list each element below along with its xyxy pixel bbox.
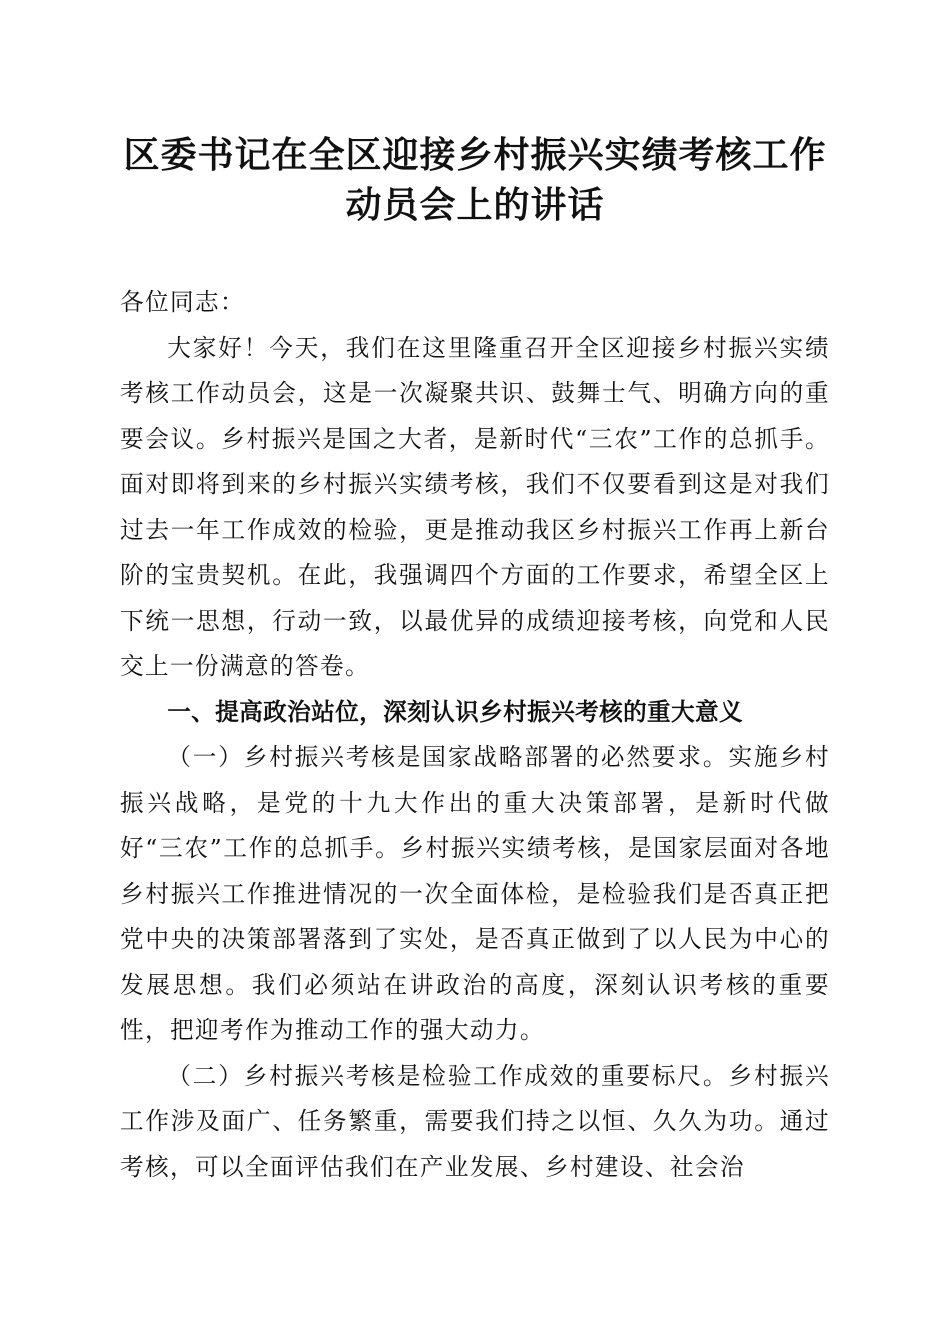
- intro-paragraph: 大家好！今天，我们在这里隆重召开全区迎接乡村振兴实绩考核工作动员会，这是一次凝聚共识、鼓舞士气、明确方向的重要会议。乡村振兴是国之大者，是新时代“三农”工作的总抓手。面对即将到来的乡村振兴实绩考核，我们不仅要看到这是对我们过去一年工作成效的检验，更是推动我区乡村振兴工作再上新台阶的宝贵契机。在此，我强调四个方面的工作要求，希望全区上下统一思想，行动一致，以最优异的成绩迎接考核，向党和人民交上一份满意的答卷。: [120, 333, 830, 680]
- salutation: 各位同志：: [120, 288, 245, 316]
- document-title: 区委书记在全区迎接乡村振兴实绩考核工作动员会上的讲话: [123, 134, 827, 226]
- subsection-paragraph-1: [120, 735, 830, 1054]
- subsection-body-2: 乡村振兴工作涉及面广、任务繁重，需要我们持之以恒、久久为功。通过考核，可以全面评估我们在产业发展、乡村建设、社会治: [120, 1061, 830, 1181]
- subsection-body-1: 实施乡村振兴战略，是党的十九大作出的重大决策部署，是新时代做好“三农”工作的总抓手。乡村振兴实绩考核，是国家层面对各地乡村振兴工作推进情况的一次全面体检，是检验我们是否真正把党中央的决策部署落到了实处，是否真正做到了以人民为中心的发展思想。我们必须站在讲政治的高度，深刻认识考核的重要性，把迎考作为推动工作的强大动力。: [120, 743, 830, 1044]
- subsection-lead-1: （一）乡村振兴考核是国家战略部署的必然要求。: [167, 743, 729, 771]
- subsection-paragraph-2: [120, 1054, 830, 1191]
- section-heading-1: 一、提高政治站位，深刻认识乡村振兴考核的重大意义: [167, 697, 744, 726]
- document-page: [120, 130, 830, 1190]
- subsection-lead-2: （二）乡村振兴考核是检验工作成效的重要标尺。: [167, 1061, 729, 1090]
